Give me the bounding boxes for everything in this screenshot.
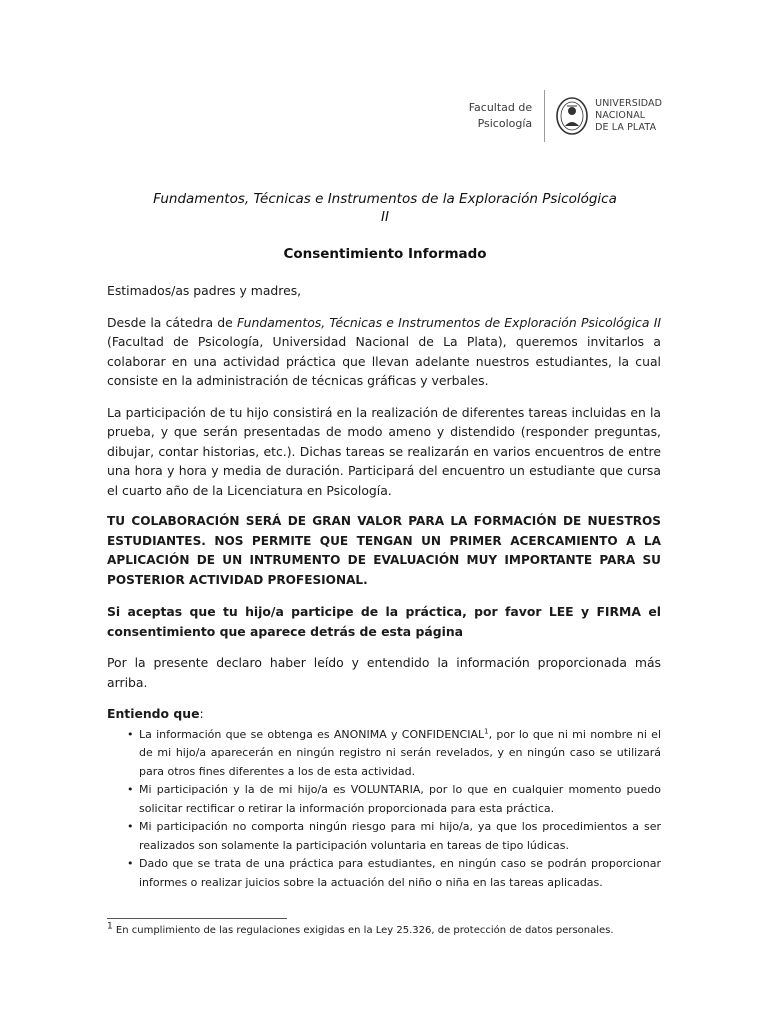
paragraph-participation: La participación de tu hijo consistirá en la realización de diferentes tareas incluidas en la prueba, y que serán presentadas de modo ameno y distendido (responder preguntas, dibujar, contar historias, etc.). Dichas tareas se realizarán en varios encuentros de entre una hora y hora y media de duración. Participará del encuentro un estudiante que cursa el cuarto año de la Licenciatura en Psicología. [107,404,661,498]
intro-pre: Desde la cátedra de [107,314,238,330]
list-item [107,818,661,855]
list-item [107,781,661,818]
bullet-1-post: , por lo que ni mi nombre ni el de mi hijo/a aparecerán en ningún registro ni serán revelados, y en ningún caso se utilizará para otros fines diferentes a los de esta actividad. [139,727,662,778]
entiendo-label: Entiendo que [107,706,200,721]
university-seal-icon [555,96,589,136]
bullet: • [127,727,134,741]
footnote-separator [107,918,287,919]
list-item [107,855,661,892]
conditions-list [107,726,661,893]
footnote-text: En cumplimiento de las regulaciones exigidas en la Ley 25.326, de protección de datos personales. [112,925,614,936]
bullet-4-text: Dado que se trata de una práctica para estudiantes, en ningún caso se podrán proporcionar informes o realizar juicios sobre la actuación del niño o niña en las tareas aplicadas. [139,857,661,889]
entiendo-heading [107,704,661,724]
bullet: • [127,820,134,833]
document-body [107,281,661,892]
faculty-line-2: Psicología [477,117,533,130]
footnote-ref: 1 [484,726,489,735]
footnote-mark: 1 [107,921,113,932]
paragraph-intro [107,313,661,391]
document-subtitle: Consentimiento Informado [283,246,487,262]
faculty-line-1: Facultad de [468,101,533,114]
paragraph-declaration: Por la presente declaro haber leído y entendido la información proporcionada más arriba. [107,655,661,690]
footnote [107,921,667,938]
faculty-name [469,100,544,132]
paragraph-accept: Si aceptas que tu hijo/a participe de la práctica, por favor LEE y FIRMA el consentimiento que aparece detrás de esta página [107,604,661,639]
bullet-3-text: Mi participación no comporta ningún riesgo para mi hijo/a, ya que los procedimientos a ser realizados son solamente la participación voluntaria en tareas de tipo lúdicas. [139,820,661,852]
entiendo-colon: : [199,706,204,721]
greeting: Estimados/as padres y madres, [107,283,302,298]
bullet-1-pre: La información que se obtenga es ANONIMA y CONFIDENCIAL [139,727,485,741]
university-line-3: DE LA PLATA [595,122,657,133]
list-item [107,726,661,782]
logo-divider [544,90,545,142]
title-line-1: Fundamentos, Técnicas e Instrumentos de la Exploración Psicológica [153,191,617,207]
university-line-1: UNIVERSIDAD [595,98,662,109]
intro-post: (Facultad de Psicología, Universidad Nacional de La Plata), queremos invitarlos a colaborar en una actividad práctica que llevan adelante nuestros estudiantes, la cual consiste en la administración de técnicas gráficas y verbales. [107,334,661,388]
bullet-2-text: Mi participación y la de mi hijo/a es VOLUNTARIA, por lo que en cualquier momento puedo solicitar rectificar o retirar la información proporcionada para esta práctica. [139,783,661,815]
bullet: • [127,857,134,870]
header-logo [469,90,662,142]
document-title [150,190,620,226]
course-name: Fundamentos, Técnicas e Instrumentos de Exploración Psicológica II [237,314,662,330]
title-line-2: II [381,209,389,225]
university-name [595,98,662,134]
bullet: • [127,783,134,796]
university-line-2: NACIONAL [595,110,646,121]
paragraph-value: TU COLABORACIÓN SERÁ DE GRAN VALOR PARA LA FORMACIÓN DE NUESTROS ESTUDIANTES. NOS PERMITE QUE TENGAN UN PRIMER ACERCAMIENTO A LA APLICACIÓN DE UN INTRUMENTO DE EVALUACIÓN MUY IMPORTANTE PARA SU POSTERIOR ACTIVIDAD PROFESIONAL. [107,514,661,587]
